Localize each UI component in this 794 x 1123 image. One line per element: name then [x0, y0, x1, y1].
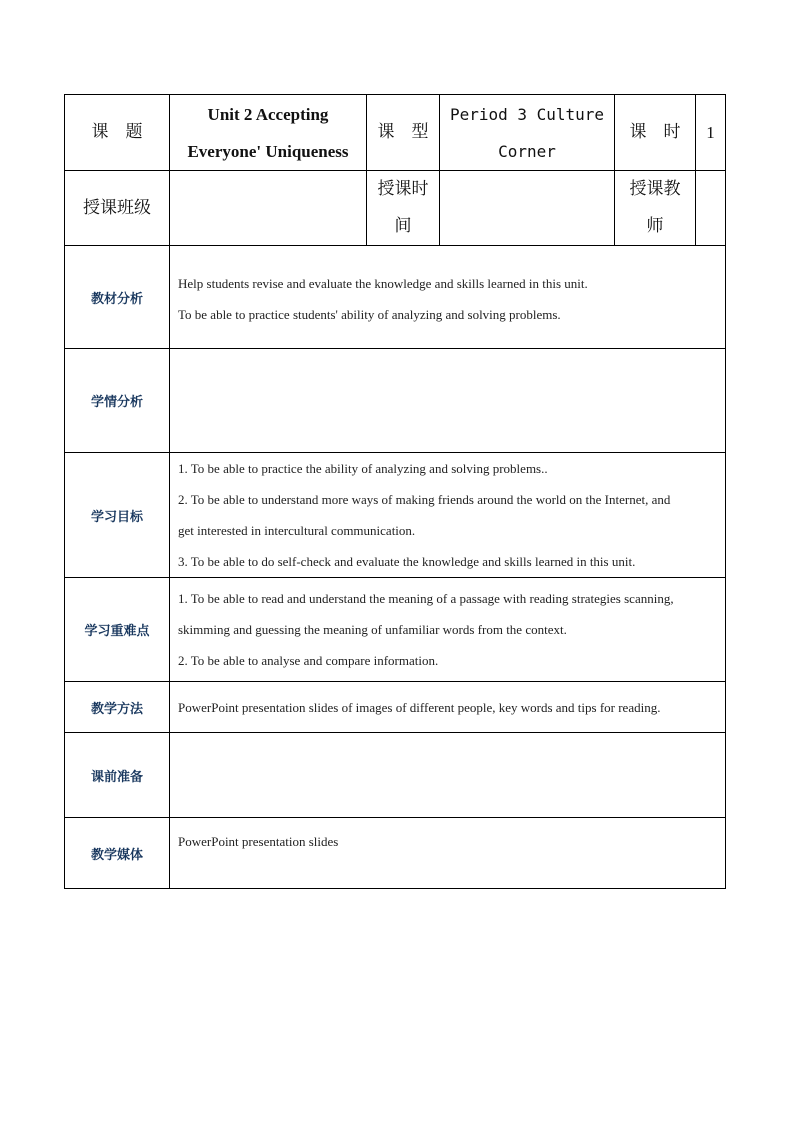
row-teaching-methods	[65, 682, 726, 733]
row-label: 学习重难点	[65, 578, 170, 682]
type-value-line-2: Corner	[498, 141, 556, 161]
course-label: 课 题	[91, 122, 143, 142]
content-line: To be able to practice students' ability of analyzing and solving problems.	[178, 307, 561, 322]
row-label: 学习目标	[65, 453, 170, 578]
time-value-cell	[440, 171, 615, 246]
hours-value: 1	[706, 122, 715, 142]
teacher-label-cell	[615, 171, 696, 246]
hours-label: 课 时	[629, 122, 681, 142]
teacher-value-cell	[696, 171, 726, 246]
row-label: 学情分析	[65, 349, 170, 453]
course-title-cell	[170, 95, 367, 171]
type-value-line-1: Period 3 Culture	[449, 104, 605, 124]
content-line: PowerPoint presentation slides	[178, 834, 339, 849]
course-title-line-1: Unit 2 Accepting	[207, 104, 329, 124]
row-teaching-media	[65, 818, 726, 889]
content-line: 3. To be able to do self-check and evaluate the knowledge and skills learned in this unit.	[178, 554, 636, 569]
content-line: get interested in intercultural communication.	[178, 523, 416, 538]
time-label-line-1: 授课时	[377, 179, 429, 199]
type-label: 课 型	[377, 122, 429, 142]
row-content	[170, 349, 726, 453]
content-line: skimming and guessing the meaning of unfamiliar words from the context.	[178, 622, 567, 637]
type-label-cell	[367, 95, 440, 171]
row-key-points	[65, 578, 726, 682]
content-line: 2. To be able to analyse and compare information.	[178, 653, 439, 668]
row-label: 教学媒体	[65, 818, 170, 889]
row-learning-objectives	[65, 453, 726, 578]
row-label: 教材分析	[65, 246, 170, 349]
row-student-analysis	[65, 349, 726, 453]
row-textbook-analysis	[65, 246, 726, 349]
row-content	[170, 246, 726, 349]
class-label-cell	[65, 171, 170, 246]
content-line: 1. To be able to practice the ability of analyzing and solving problems..	[178, 461, 548, 476]
hours-label-cell	[615, 95, 696, 171]
row-content	[170, 733, 726, 818]
course-title-line-2: Everyone' Uniqueness	[187, 141, 349, 161]
time-label-line-2: 间	[394, 216, 412, 236]
teacher-label-line-1: 授课教	[629, 179, 681, 199]
content-line: PowerPoint presentation slides of images of different people, key words and tips for reading.	[178, 699, 661, 715]
content-line: 2. To be able to understand more ways of making friends around the world on the Internet, and	[178, 492, 671, 507]
row-label: 教学方法	[65, 682, 170, 733]
time-label-cell	[367, 171, 440, 246]
class-value-cell	[170, 171, 367, 246]
row-content	[170, 453, 726, 578]
content-line: Help students revise and evaluate the knowledge and skills learned in this unit.	[178, 276, 588, 291]
row-content	[170, 578, 726, 682]
row-label: 课前准备	[65, 733, 170, 818]
row-content	[170, 682, 726, 733]
content-line: 1. To be able to read and understand the meaning of a passage with reading strategies scanning,	[178, 591, 674, 606]
lesson-plan-table	[64, 94, 726, 889]
header-row-2	[65, 171, 726, 246]
teacher-label-line-2: 师	[646, 216, 664, 236]
header-row-1	[65, 95, 726, 171]
type-value-cell	[440, 95, 615, 171]
row-preparation	[65, 733, 726, 818]
course-label-cell	[65, 95, 170, 171]
class-label: 授课班级	[83, 197, 151, 218]
hours-value-cell	[696, 95, 726, 171]
row-content	[170, 818, 726, 889]
